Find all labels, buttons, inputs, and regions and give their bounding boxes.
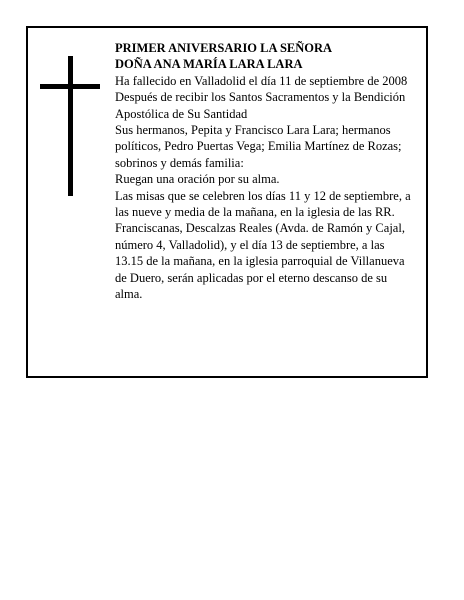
sacraments-paragraph: Después de recibir los Santos Sacramentos y la Bendición Apostólica de Su Santidad [115,90,406,121]
cross-icon [68,56,73,196]
family-paragraph: Sus hermanos, Pepita y Francisco Lara Lara; hermanos políticos, Pedro Puertas Vega; Emilia Martínez de Rozas; sobrinos y demás familia: [115,123,402,170]
notice-title-line-1: PRIMER ANIVERSARIO LA SEÑORA [115,41,333,55]
cross-icon-crossbar [40,84,100,89]
death-announcement: Ha fallecido en Valladolid el día 11 de septiembre de 2008 [115,73,408,88]
notice-title-line-2: DOÑA ANA MARÍA LARA LARA [115,57,303,72]
prayer-request: Ruegan una oración por su alma. [115,172,280,187]
obituary-notice [26,26,428,378]
masses-paragraph: Las misas que se celebren los días 11 y 12 de septiembre, a las nueve y media de la mañana, en la iglesia de las RR. Franciscanas, Descalzas Reales (Avda. de Ramón y Cajal, número 4, Valladolid), y el día 13 de septiembre, a las 13.15 de la mañana, en la iglesia parroquial de Villanueva de Duero, serán aplicadas por el eterno descanso de su alma. [115,188,411,302]
notice-text [115,40,415,303]
